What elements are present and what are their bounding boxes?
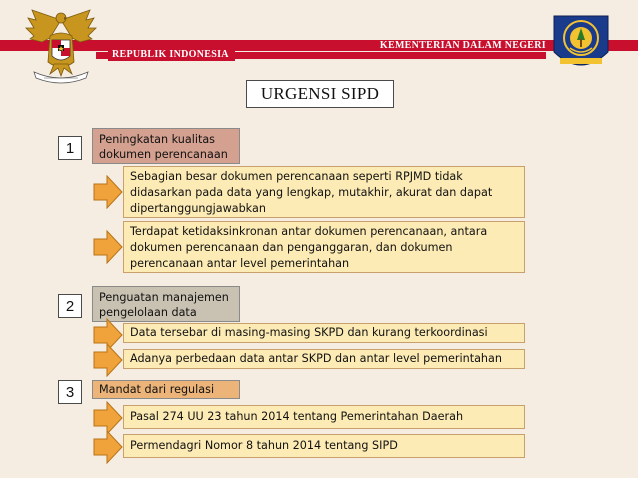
arrow-right-icon [93, 230, 123, 264]
section-2-number: 2 [58, 294, 82, 318]
section-1-number: 1 [58, 136, 82, 160]
header-country-name: REPUBLIK INDONESIA [108, 49, 235, 61]
section-3-point-2: Permendagri Nomor 8 tahun 2014 tentang SIPD [123, 434, 525, 458]
arrow-right-icon [93, 175, 123, 209]
section-2-point-1: Data tersebar di masing-masing SKPD dan kurang terkoordinasi [123, 323, 525, 343]
section-1-heading: Peningkatan kualitas dokumen perencanaan [92, 128, 240, 164]
header-ministry-name: KEMENTERIAN DALAM NEGERI [379, 40, 546, 51]
section-3-heading: Mandat dari regulasi [92, 380, 240, 399]
arrow-right-icon [93, 430, 123, 464]
section-3-number: 3 [58, 380, 82, 404]
section-1-point-1: Sebagian besar dokumen perencanaan seperti RPJMD tidak didasarkan pada data yang lengkap, mutakhir, akurat dan dapat dipertanggungjawabkan [123, 166, 525, 218]
kemendagri-emblem-icon [550, 12, 612, 74]
slide-title: URGENSI SIPD [246, 80, 394, 108]
section-2-point-2: Adanya perbedaan data antar SKPD dan antar level pemerintahan [123, 349, 525, 369]
garuda-emblem-icon [22, 6, 100, 86]
section-1-point-2: Terdapat ketidaksinkronan antar dokumen perencanaan, antara dokumen perencanaan dan penganggaran, dan dokumen perencanaan antar level pemerintahan [123, 221, 525, 273]
section-3-point-1: Pasal 274 UU 23 tahun 2014 tentang Pemerintahan Daerah [123, 405, 525, 429]
arrow-right-icon [93, 343, 123, 377]
section-2-heading: Penguatan manajemen pengelolaan data [92, 286, 240, 322]
